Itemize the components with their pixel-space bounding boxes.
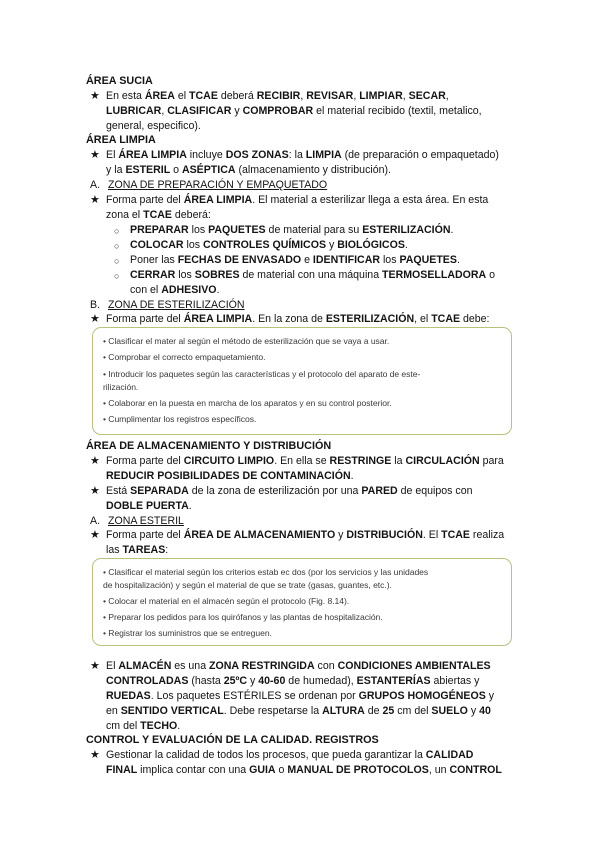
text-line: zona el TCAE deberá:: [106, 209, 211, 221]
tasks-box-esterilizacion: [92, 327, 512, 435]
text-line: Poner las FECHAS DE ENVASADO e IDENTIFICAR los PAQUETES.: [130, 254, 460, 266]
text-line: Está SEPARADA de la zona de esterilización por una PARED de equipos con: [106, 485, 473, 497]
sub-letter: A.: [90, 179, 101, 191]
star-bullet-icon: ★: [90, 149, 100, 161]
text-line: y la ESTERIL o ASÉPTICA (almacenamiento y distribución).: [106, 164, 391, 176]
text-line: CONTROLADAS (hasta 25ºC y 40-60 de humedad), ESTANTERÍAS abiertas y: [106, 675, 480, 687]
subsection-title-esterilizacion: ZONA DE ESTERILIZACIÓN: [108, 299, 245, 311]
text-line: PREPARAR los PAQUETES de material para su ESTERILIZACIÓN.: [130, 224, 454, 236]
box-item: • Preparar los pedidos para los quirófanos y las plantas de hospitalización.: [103, 612, 383, 622]
box-item: de hospitalización) y según el material de que se trate (gasas, guantes, etc.).: [103, 580, 392, 590]
box-item: • Introducir los paquetes según las características y el protocolo del aparato de este-: [103, 369, 421, 379]
box-item: • Registrar los suministros que se entreguen.: [103, 628, 272, 638]
circle-bullet-icon: ○: [114, 241, 120, 251]
sub-letter: B.: [90, 299, 101, 311]
text-line: CERRAR los SOBRES de material con una máquina TERMOSELLADORA o: [130, 269, 496, 281]
box-item: • Colocar el material en el almacén según el protocolo (Fig. 8.14).: [103, 596, 350, 606]
box-item: • Clasificar el material según los criterios estab ec dos (por los servicios y las unidades: [103, 567, 429, 577]
text-line: En esta ÁREA el TCAE deberá RECIBIR, REVISAR, LIMPIAR, SECAR,: [106, 90, 449, 102]
star-bullet-icon: ★: [90, 313, 100, 325]
tasks-box-zona-esteril: [92, 558, 512, 646]
circle-bullet-icon: ○: [114, 271, 120, 281]
star-bullet-icon: ★: [90, 194, 100, 206]
text-line: RUEDAS. Los paquetes ESTÉRILES se ordenan por GRUPOS HOMOGÉNEOS y: [106, 690, 495, 702]
text-line: Gestionar la calidad de todos los procesos, que pueda garantizar la CALIDAD: [106, 749, 474, 761]
text-line: en SENTIDO VERTICAL. Debe respetarse la ALTURA de 25 cm del SUELO y 40: [106, 705, 491, 717]
circle-bullet-icon: ○: [114, 226, 120, 236]
star-bullet-icon: ★: [90, 485, 100, 497]
text-line: DOBLE PUERTA.: [106, 500, 192, 512]
text-line: Forma parte del CIRCUITO LIMPIO. En ella se RESTRINGE la CIRCULACIÓN para: [106, 455, 504, 467]
text-line: Forma parte del ÁREA LIMPIA. El material a esterilizar llega a esta área. En esta: [106, 194, 489, 206]
text-line: FINAL implica contar con una GUIA o MANUAL DE PROTOCOLOS, un CONTROL: [106, 764, 502, 776]
text-line: El ÁREA LIMPIA incluye DOS ZONAS: la LIMPIA (de preparación o empaquetado): [106, 149, 499, 161]
star-bullet-icon: ★: [90, 455, 100, 467]
star-bullet-icon: ★: [90, 90, 100, 102]
sub-letter: A.: [90, 515, 101, 527]
star-bullet-icon: ★: [90, 660, 100, 672]
text-line: Forma parte del ÁREA LIMPIA. En la zona de ESTERILIZACIÓN, el TCAE debe:: [106, 313, 490, 325]
star-bullet-icon: ★: [90, 529, 100, 541]
subsection-title-preparacion: ZONA DE PREPARACIÓN Y EMPAQUETADO: [108, 179, 328, 191]
subsection-title-zona-esteril: ZONA ESTERIL: [108, 515, 184, 527]
text-line: LUBRICAR, CLASIFICAR y COMPROBAR el material recibido (textil, metalico,: [106, 105, 482, 117]
section-title-area-sucia: ÁREA SUCIA: [86, 75, 153, 87]
box-item: rilización.: [103, 382, 139, 392]
section-title-area-almacenamiento: ÁREA DE ALMACENAMIENTO Y DISTRIBUCIÓN: [86, 440, 332, 452]
text-line: las TAREAS:: [106, 544, 169, 556]
text-line: COLOCAR los CONTROLES QUÍMICOS y BIOLÓGICOS.: [130, 239, 408, 251]
box-item: • Comprobar el correcto empaquetamiento.: [103, 352, 266, 362]
text-line: El ALMACÉN es una ZONA RESTRINGIDA con CONDICIONES AMBIENTALES: [106, 660, 491, 672]
box-item: • Colaborar en la puesta en marcha de los aparatos y en su control posterior.: [103, 398, 392, 408]
box-item: • Cumplimentar los registros específicos.: [103, 414, 257, 424]
section-title-area-limpia: ÁREA LIMPIA: [86, 134, 156, 146]
circle-bullet-icon: ○: [114, 256, 120, 266]
text-line: Forma parte del ÁREA DE ALMACENAMIENTO y DISTRIBUCIÓN. El TCAE realiza: [106, 529, 505, 541]
text-line: general, especifico).: [106, 120, 201, 132]
text-line: REDUCIR POSIBILIDADES DE CONTAMINACIÓN.: [106, 470, 354, 482]
section-title-control: CONTROL Y EVALUACIÓN DE LA CALIDAD. REGISTROS: [86, 734, 379, 746]
box-item: • Clasificar el mater al según el método de esterilización que se vaya a usar.: [103, 336, 390, 346]
text-line: con el ADHESIVO.: [130, 284, 220, 296]
text-line: cm del TECHO.: [106, 720, 181, 732]
star-bullet-icon: ★: [90, 749, 100, 761]
